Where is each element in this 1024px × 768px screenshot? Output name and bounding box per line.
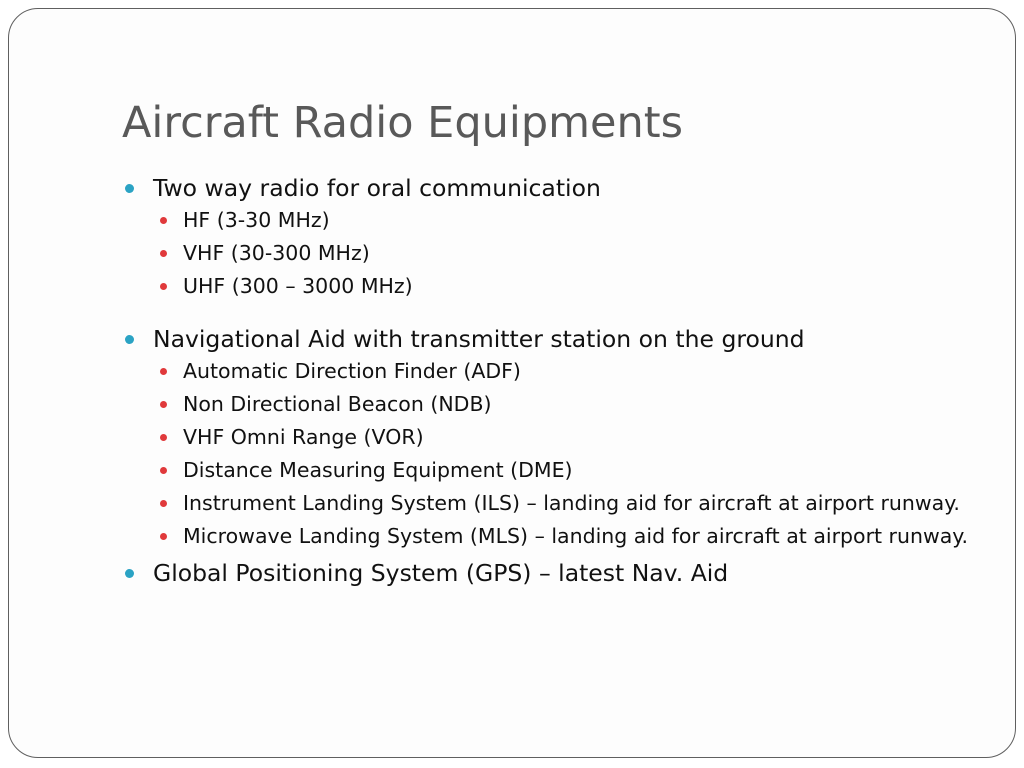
sub-bullet-text: VHF Omni Range (VOR)	[183, 425, 424, 449]
sub-bullet-vhf	[153, 240, 974, 267]
sub-bullet-text: Automatic Direction Finder (ADF)	[183, 359, 521, 383]
bullet-two-way-radio	[124, 171, 974, 300]
sub-bullet-vor	[153, 424, 974, 451]
level2-bullet-icon	[160, 434, 167, 441]
slide-title: Aircraft Radio Equipments	[122, 98, 683, 148]
level2-bullet-icon	[160, 401, 167, 408]
sub-bullet-adf	[153, 358, 974, 385]
slide-content	[124, 171, 974, 590]
sub-bullet-mls	[153, 523, 974, 550]
sub-bullet-text: UHF (300 – 3000 MHz)	[183, 274, 413, 298]
sub-bullet-text: Instrument Landing System (ILS) – landing aid for aircraft at airport runway.	[183, 491, 960, 515]
sub-bullet-text: Distance Measuring Equipment (DME)	[183, 458, 573, 482]
level1-bullet-icon	[125, 335, 134, 344]
level2-bullet-icon	[160, 283, 167, 290]
sub-bullet-text: VHF (30-300 MHz)	[183, 241, 370, 265]
sub-bullet-text: Non Directional Beacon (NDB)	[183, 392, 492, 416]
level2-bullet-icon	[160, 250, 167, 257]
sub-bullet-text: Microwave Landing System (MLS) – landing aid for aircraft at airport runway.	[183, 524, 969, 548]
sub-bullet-uhf	[153, 273, 974, 300]
slide-frame	[8, 8, 1016, 758]
sub-bullet-ndb	[153, 391, 974, 418]
level2-bullet-icon	[160, 533, 167, 540]
level2-bullet-icon	[160, 217, 167, 224]
sub-bullet-dme	[153, 457, 974, 484]
level1-bullet-icon	[125, 184, 134, 193]
bullet-navigational-aid	[124, 322, 974, 550]
level2-bullet-icon	[160, 500, 167, 507]
bullet-gps	[124, 556, 974, 590]
sub-bullet-ils	[153, 490, 974, 517]
level2-bullet-icon	[160, 368, 167, 375]
level1-bullet-icon	[125, 569, 134, 578]
bullet-text: Navigational Aid with transmitter station on the ground	[153, 325, 805, 353]
sub-bullet-hf	[153, 207, 974, 234]
level2-bullet-icon	[160, 467, 167, 474]
sub-bullet-text: HF (3-30 MHz)	[183, 208, 330, 232]
bullet-list	[124, 171, 974, 590]
sub-bullet-list	[153, 358, 974, 550]
sub-bullet-list	[153, 207, 974, 300]
bullet-text: Two way radio for oral communication	[153, 174, 601, 202]
bullet-text: Global Positioning System (GPS) – latest Nav. Aid	[153, 559, 729, 587]
